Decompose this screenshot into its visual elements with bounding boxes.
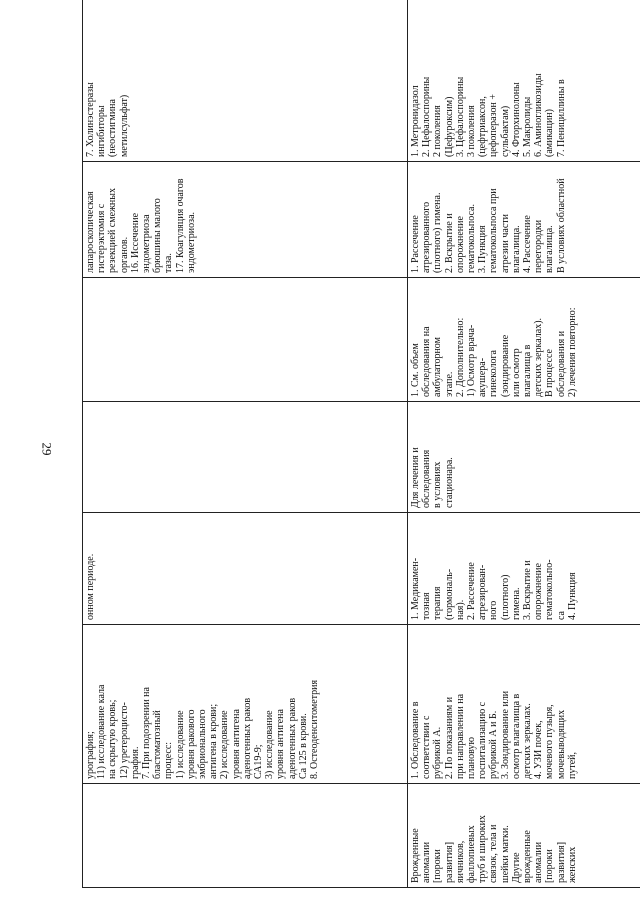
cell-line: (Цефуроксим)	[443, 96, 455, 157]
cell-line: 17. Коагуляция очагов	[174, 178, 186, 273]
cell-line: опорожнение	[533, 563, 545, 620]
table-cell	[83, 513, 408, 625]
cell-line: атрезированного	[421, 201, 433, 273]
cell-line: атрезии части	[499, 213, 511, 273]
cell-line: 3. Вскрытие и	[521, 560, 533, 620]
cell-line: метилсульфат)	[118, 94, 130, 157]
cell-line: 4. Фторхинолоны	[510, 82, 522, 157]
cell-line: влагалища.	[544, 225, 556, 273]
cell-line: 3) исследование	[264, 710, 276, 779]
cell-line: 7. Холинэстеразы	[85, 82, 96, 157]
table-cell	[407, 625, 640, 784]
cell-line: уровня антигена	[275, 709, 287, 779]
cell-line: 7. Пенициллины в	[555, 79, 567, 157]
cell-line: влагалища.	[510, 225, 522, 273]
cell-line: терапия	[432, 586, 444, 620]
cell-line: гинеколога	[488, 350, 500, 397]
clinical-table	[82, 0, 640, 888]
cell-line: обследования	[421, 449, 433, 508]
cell-line: гистерэктомия с	[96, 203, 108, 273]
cell-line: гимена.	[510, 587, 522, 620]
cell-line: рубрикой А и Б.	[488, 710, 500, 779]
cell-line: обследования и	[555, 330, 567, 397]
table-cell	[407, 0, 640, 162]
cell-line: детских зеркалах.	[521, 703, 533, 779]
cell-line: на скрытую кровь;	[107, 699, 119, 779]
cell-line: 2. По показаниям и	[443, 696, 455, 779]
cell-line: обследования на	[421, 326, 433, 397]
cell-line: В условиях областной	[555, 178, 567, 273]
cell-line: брюшины малого	[152, 198, 164, 273]
cell-line: 2. Цефалоспорины	[421, 76, 433, 157]
cell-line: 1. Медикамен-	[409, 557, 421, 620]
cell-line: влагалища в	[521, 344, 533, 397]
table-cell	[83, 162, 408, 278]
cell-line: рубрикой А.	[432, 726, 444, 779]
cell-line: развития]	[555, 841, 567, 883]
cell-line: мочевого пузыря,	[544, 704, 556, 779]
cell-line: врожденные	[521, 830, 533, 883]
cell-line: 2. Вскрытие и	[443, 213, 455, 273]
table-cell	[407, 513, 640, 625]
cell-line: 8. Остеоденситометрия	[309, 679, 321, 779]
cell-line: опорожнение	[454, 216, 466, 273]
cell-line: процесс:	[163, 741, 175, 779]
cell-line: лапароскопическая	[85, 191, 96, 273]
cell-line: графия.	[129, 746, 141, 779]
cell-line: акушера-	[477, 357, 489, 397]
cell-line: 7. При подозрении на	[141, 687, 153, 779]
table-cell	[407, 278, 640, 402]
cell-line: развития]	[443, 841, 455, 883]
cell-line: тозная	[421, 592, 433, 620]
cell-line: 2. Дополнительно:	[454, 317, 466, 397]
cell-line: аденогенных раков	[286, 697, 298, 779]
cell-line: уровня антигена	[230, 709, 242, 779]
cell-line: СА19-9;	[253, 744, 265, 779]
cell-line: детских зеркалах).	[533, 317, 545, 397]
cell-line: 4. Рассечение	[521, 215, 533, 273]
cell-line: [пороки	[544, 849, 556, 883]
cell-line: 1. Метронидазол	[409, 85, 421, 157]
cell-line: Са 125 в крови.	[297, 713, 309, 779]
cell-line: бластоматозный	[152, 710, 164, 779]
cell-line: эндометриоза.	[185, 211, 197, 273]
cell-line: ного	[488, 600, 500, 620]
cell-line: (гормональ-	[443, 568, 455, 620]
cell-line: стационара.	[443, 457, 455, 508]
cell-line: 6. Аминогликозиды	[533, 73, 545, 157]
cell-line: атрезирован-	[477, 564, 489, 620]
cell-line: онном периоде.	[85, 553, 96, 620]
cell-line: гематокольпоса.	[465, 204, 477, 273]
cell-line: таза.	[163, 253, 175, 273]
cell-line: мочевыводящих	[555, 709, 567, 779]
cell-line: 1. Рассечение	[409, 215, 421, 273]
table-row	[407, 0, 640, 888]
cell-line: эмбрионального	[197, 709, 209, 779]
cell-line: гематокольпоса при	[488, 188, 500, 273]
cell-line: 3. Пункция	[477, 225, 489, 273]
cell-line: резекцией смежных	[107, 188, 119, 273]
cell-line: 1) Осмотр врача-	[465, 324, 477, 397]
cell-line: са	[555, 611, 567, 620]
cell-line: 2) лечения повторно:	[566, 307, 578, 397]
cell-line: 16. Иссечение	[129, 212, 141, 273]
cell-line: 11) исследование кала	[96, 684, 108, 779]
cell-line: 5. Макролиды	[521, 96, 533, 157]
cell-line: (зондирование	[499, 334, 511, 397]
table-cell	[407, 784, 640, 888]
cell-line: 12) уретероцисто-	[118, 702, 130, 779]
cell-line: яичников,	[454, 840, 466, 883]
cell-line: эндометриоза	[141, 214, 153, 273]
cell-line: 3. Зондирование или	[499, 690, 511, 779]
cell-line: 4. Пункция	[566, 572, 578, 620]
table-cell	[407, 402, 640, 513]
cell-line: аномалии	[421, 841, 433, 883]
cell-line: (плотного)	[499, 574, 511, 620]
table-body	[83, 0, 640, 888]
cell-line: путей,	[566, 751, 578, 779]
table-cell	[83, 0, 408, 162]
table-cell	[407, 162, 640, 278]
cell-line: при направлении на	[454, 693, 466, 779]
cell-line: госпитализацию с	[477, 701, 489, 779]
cell-line: фаллопиевых	[465, 825, 477, 883]
cell-line: труб и широких	[477, 815, 489, 883]
cell-line: Врожденные	[409, 828, 421, 883]
cell-line: связок, тела и	[488, 824, 500, 883]
cell-line: женских	[566, 846, 578, 883]
cell-line: соответствии с	[421, 715, 433, 779]
page-number: 29	[39, 442, 55, 456]
table-cell	[83, 278, 408, 402]
cell-line: ингибиторы	[96, 105, 108, 157]
cell-line: урография;	[85, 731, 96, 779]
cell-line: уровня ракового	[185, 709, 197, 779]
rotated-table-container	[82, 18, 640, 888]
cell-line: 4. УЗИ почек,	[533, 720, 545, 779]
cell-line: шейки матки.	[499, 825, 511, 883]
cell-line: амбулаторном	[432, 337, 444, 397]
cell-line: гематокольпо-	[544, 559, 556, 620]
cell-line: плановую	[465, 737, 477, 779]
cell-line: этапе.	[443, 371, 455, 397]
cell-line: 1. См. объем	[409, 343, 421, 397]
cell-line: 3 поколения	[465, 105, 477, 157]
cell-line: 1) исследование	[174, 710, 186, 779]
cell-line: аденогенных раков	[241, 697, 253, 779]
cell-line: (амикацин)	[544, 109, 556, 157]
cell-line: (плотного) гимена.	[432, 192, 444, 273]
cell-line: 2. Рассечение	[465, 562, 477, 620]
cell-line: 3. Цефалоспорины	[454, 76, 466, 157]
cell-line: 2 поколения	[432, 105, 444, 157]
cell-line: Другие	[510, 852, 522, 883]
cell-line: (цефтриаксон,	[477, 96, 489, 157]
table-cell	[83, 625, 408, 784]
table-row	[83, 0, 408, 888]
cell-line: [пороки	[432, 849, 444, 883]
cell-line: 2) исследование	[219, 710, 231, 779]
cell-line: сульбактам)	[499, 105, 511, 157]
table-cell	[83, 784, 408, 888]
cell-line: Для лечения и	[409, 447, 421, 508]
cell-line: аномалии	[533, 841, 545, 883]
cell-line: антигена в крови;	[208, 703, 220, 779]
cell-line: органов.	[118, 236, 130, 273]
table-cell	[83, 402, 408, 513]
cell-line: цефоперазон +	[488, 93, 500, 157]
cell-line: или осмотр	[510, 348, 522, 397]
cell-line: осмотр влагалища в	[510, 693, 522, 779]
cell-line: ная).	[454, 599, 466, 620]
cell-line: в условиях	[432, 461, 444, 508]
cell-line: (неостигмина	[107, 99, 119, 157]
cell-line: В процессе	[544, 349, 556, 397]
cell-line: 1. Обследование в	[409, 701, 421, 779]
cell-line: перегородки	[533, 219, 545, 273]
